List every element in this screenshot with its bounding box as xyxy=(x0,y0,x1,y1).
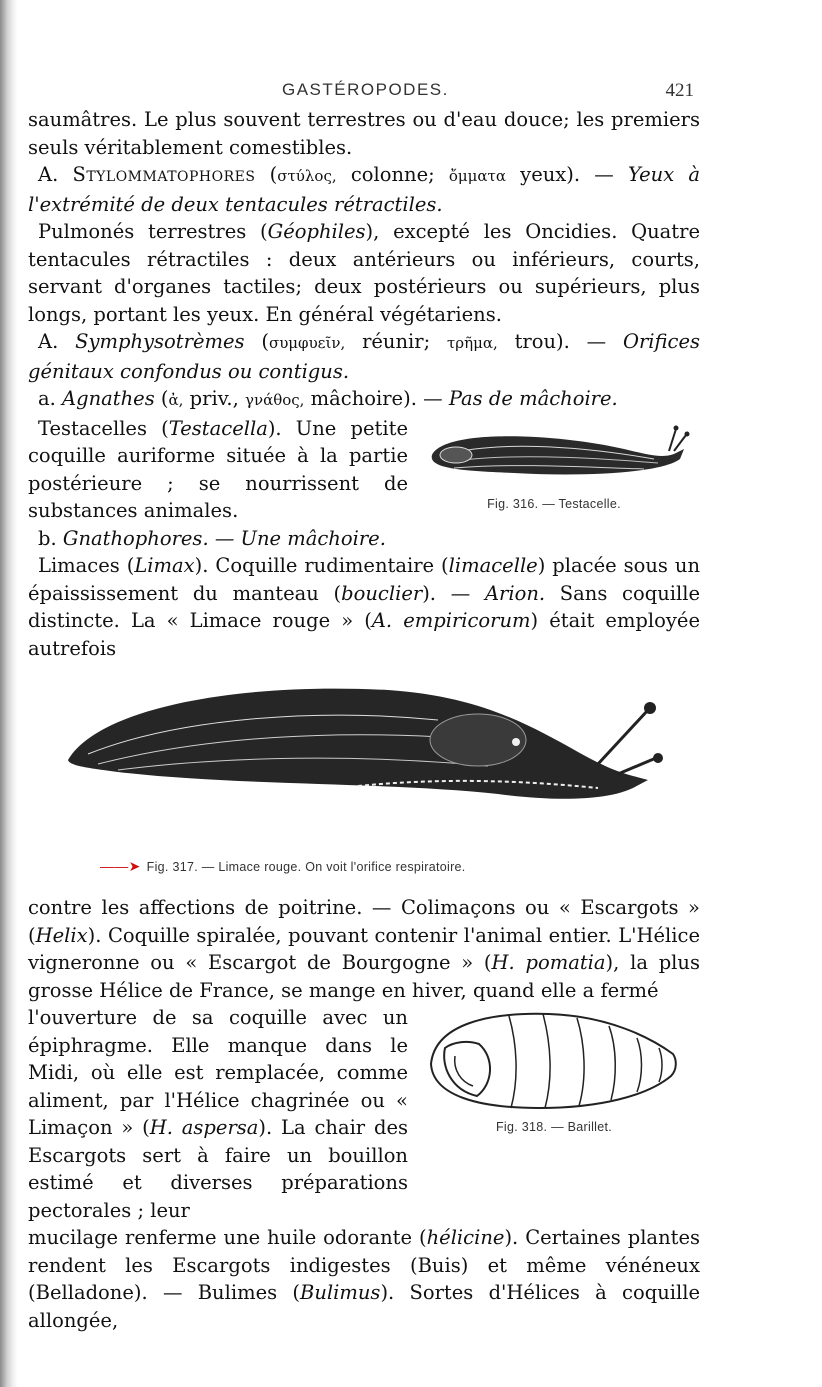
group-name: Agnathes xyxy=(62,387,155,410)
figure-316-caption: Fig. 316. — Testacelle. xyxy=(487,496,621,511)
figure-318 xyxy=(408,1004,700,1134)
text-span: yeux). — xyxy=(520,163,614,186)
text-span: ). Une petite coquille auriforme située à la partie postérieure ; se nourrissent de substances animales. xyxy=(28,416,408,522)
text-span: Sans coquille distincte. La « Limace rouge » ( xyxy=(28,581,701,632)
paragraph-limaces xyxy=(28,552,700,662)
paragraph-gnathophores xyxy=(28,525,700,553)
text-span: mâchoire). — xyxy=(310,387,443,410)
paragraph-testacelles xyxy=(28,415,408,525)
book-page xyxy=(28,72,700,1334)
figure-317-caption xyxy=(100,858,700,875)
latin-term: Géophiles xyxy=(267,220,366,243)
paragraph-colimacons xyxy=(28,894,700,1004)
running-title: GASTÉROPODES. xyxy=(282,80,449,99)
text-span: ). Coquille spiralée, pouvant contenir l'animal entier. L'Hélice vigneronne ou « Escargot de Bourgogne » ( xyxy=(28,923,700,974)
section-marker: A. xyxy=(38,330,59,353)
text-span: ). Sortes d'Hélices à coquille allongée, xyxy=(28,1281,701,1332)
paragraph-mucilage xyxy=(28,1224,700,1334)
latin-term: H. pomatia xyxy=(491,951,606,974)
latin-term: Limax xyxy=(134,554,195,577)
text-span: l'ouverture de sa coquille avec un épiphragme. Elle manque dans le Midi, où elle est remplacée, comme aliment, par l'Hélice chagrinée ou « Limaçon » ( xyxy=(28,1006,408,1139)
pointer-arrow-icon: ——➤ xyxy=(100,858,141,874)
text-span: Fig. 317. — Limace rouge. On voit l'orifice respiratoire. xyxy=(146,860,466,874)
section-marker: b. xyxy=(38,526,57,550)
section-marker: a. xyxy=(38,387,56,410)
definition: — Une mâchoire. xyxy=(214,526,386,550)
text-span: ). Coquille rudimentaire ( xyxy=(194,554,449,577)
text-span: seuls véritablement comestibles. xyxy=(28,135,353,159)
greek-word: γνάθος, xyxy=(245,391,305,409)
group-name: Stylommatophores xyxy=(72,163,256,186)
text-span: ). Certaines plantes rendent les Escargots indigestes (Buis) et même vénéneux (Belladone). — Bulimes ( xyxy=(28,1226,701,1304)
greek-word: τρῆμα, xyxy=(447,334,498,352)
definition: Yeux à l'extrémité de deux tentacules rétractiles. xyxy=(28,163,701,216)
latin-term: Arion. xyxy=(484,581,546,605)
greek-word: ὄμματα xyxy=(448,167,506,185)
paragraph-pulmones xyxy=(28,218,700,328)
barillet-illustration xyxy=(419,1004,689,1116)
latin-term: Bulimus xyxy=(300,1281,381,1304)
text-span: Testacelles ( xyxy=(38,416,169,440)
text-span: ), la plus grosse Hélice de France, se mange en hiver, quand elle a fermé xyxy=(28,951,700,1002)
text-span: mucilage renferme une huile odorante ( xyxy=(28,1226,427,1249)
testacelle-block xyxy=(28,415,700,525)
text-span: ) placée sous un épaississement du manteau ( xyxy=(28,554,700,605)
paragraph-agnathes: a. Agnathes (ἀ, priv., γνάθος, mâchoire). — Pas de mâchoire. xyxy=(38,387,618,410)
limace-rouge-illustration xyxy=(58,668,668,848)
greek-word: συμφυεῖν, xyxy=(268,334,346,352)
running-head xyxy=(28,72,700,106)
text-span: ). La chair des Escargots sert à faire un bouillon estimé et diverses préparations pectorales ; leur xyxy=(28,1116,408,1222)
text-span: Limaces ( xyxy=(38,554,135,577)
text-span: trou). — xyxy=(514,330,607,353)
latin-term: hélicine xyxy=(426,1226,505,1249)
figure-318-caption: Fig. 318. — Barillet. xyxy=(495,1120,613,1134)
latin-term: Helix xyxy=(35,923,88,947)
greek-word: στύλος, xyxy=(277,167,337,185)
page-number: 421 xyxy=(665,80,694,101)
text-span: ), excepté les Oncidies. Quatre tentacules rétractiles : deux antérieurs ou inférieurs, courts, servant d'organes tactiles; deux postérieurs ou supérieurs, plus longs, portant les yeux. En général végétariens. xyxy=(28,220,701,326)
paragraph-symphysotremes: A. Symphysotrèmes (συμφυεῖν, réunir; τρῆμα, trou). — Orifices génitaux confondus ou contigus. xyxy=(28,330,701,383)
definition: Pas de mâchoire. xyxy=(448,387,618,410)
definition: Orifices génitaux confondus ou contigus. xyxy=(28,330,701,383)
latin-term: limacelle xyxy=(448,554,538,577)
paragraph-epiphragme xyxy=(28,1004,408,1224)
latin-term: bouclier xyxy=(341,581,423,605)
text-span: réunir; xyxy=(362,330,431,353)
text-span: Pulmonés terrestres ( xyxy=(38,220,268,243)
text-span: saumâtres. Le plus souvent terrestres ou d'eau douce; les premiers xyxy=(28,108,700,131)
page-binding-edge xyxy=(0,0,18,1387)
paragraph-saumatres xyxy=(28,106,700,161)
latin-term: A. empiricorum xyxy=(371,609,531,632)
paragraph-stylommatophores: A. Stylommatophores (στύλος, colonne; ὄμματα yeux). — Yeux à l'extrémité de deux tentacules rétractiles. xyxy=(28,163,701,216)
figure-316 xyxy=(408,415,700,511)
text-span: contre les affections de poitrine. — Colimaçons ou « Escargots » ( xyxy=(28,896,700,947)
text-span: ). — xyxy=(422,581,471,605)
group-name: Symphysotrèmes xyxy=(75,330,245,353)
text-span: colonne; xyxy=(350,163,435,186)
section-marker: A. xyxy=(38,163,59,186)
latin-term: H. aspersa xyxy=(149,1116,259,1139)
greek-word: ἀ, xyxy=(168,391,184,409)
text-span: priv., xyxy=(189,387,239,410)
text-span: ) était employée autrefois xyxy=(28,609,700,660)
figure-317 xyxy=(28,662,700,894)
barillet-block xyxy=(28,1004,700,1224)
latin-term: Testacella xyxy=(168,416,268,440)
testacelle-illustration xyxy=(414,415,694,493)
group-name: Gnathophores. xyxy=(62,526,209,550)
